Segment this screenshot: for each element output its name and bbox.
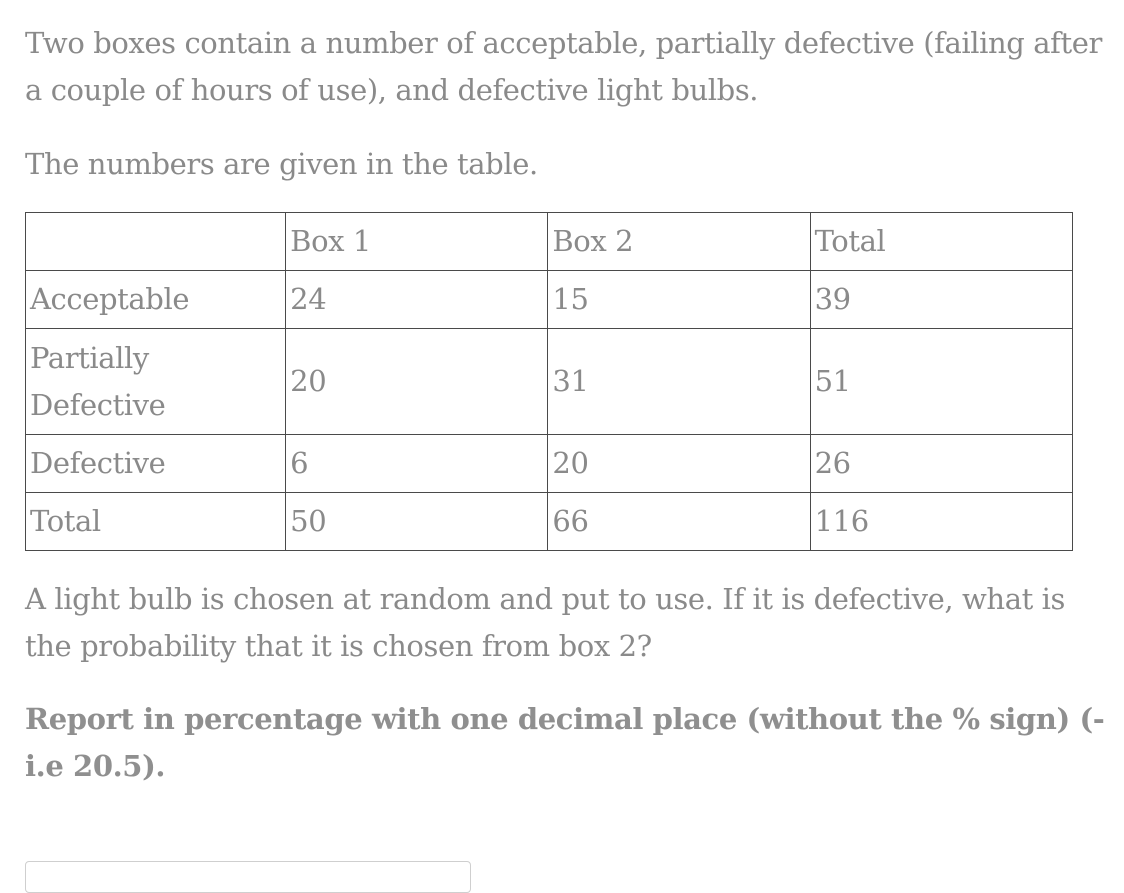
question-text: A light bulb is chosen at random and put to use. If it is defective, what is the probability that it is chosen from box 2? [25, 582, 1066, 663]
table-intro-text: The numbers are given in the table. [25, 147, 538, 181]
table-header-cell: Total [810, 213, 1072, 271]
table-row-label: Total [26, 493, 286, 551]
table-header-cell: Box 1 [286, 213, 548, 271]
table-row [26, 435, 1073, 493]
table-row-label: Defective [26, 435, 286, 493]
table-cell: 20 [548, 435, 810, 493]
table-cell: 20 [286, 329, 548, 435]
table-cell: 50 [286, 493, 548, 551]
table-header-row [26, 213, 1073, 271]
table-row [26, 271, 1073, 329]
table-header-cell: Box 2 [548, 213, 810, 271]
bulb-count-table [25, 212, 1073, 551]
table-row-label: Partially Defective [26, 329, 286, 435]
table-cell: 66 [548, 493, 810, 551]
table-cell: 24 [286, 271, 548, 329]
table-header-cell [26, 213, 286, 271]
intro-text: Two boxes contain a number of acceptable, partially defective (failing after a couple of hours of use), and defective light bulbs. [25, 26, 1102, 107]
table-cell: 51 [810, 329, 1072, 435]
table-cell: 31 [548, 329, 810, 435]
instruction-text: Report in percentage with one decimal place (without the % sign) (-i.e 20.5). [25, 702, 1105, 783]
table-row-label: Acceptable [26, 271, 286, 329]
table-cell: 39 [810, 271, 1072, 329]
table-cell: 6 [286, 435, 548, 493]
table-row [26, 493, 1073, 551]
table-cell: 15 [548, 271, 810, 329]
table-cell: 116 [810, 493, 1072, 551]
table-row [26, 329, 1073, 435]
table-cell: 26 [810, 435, 1072, 493]
